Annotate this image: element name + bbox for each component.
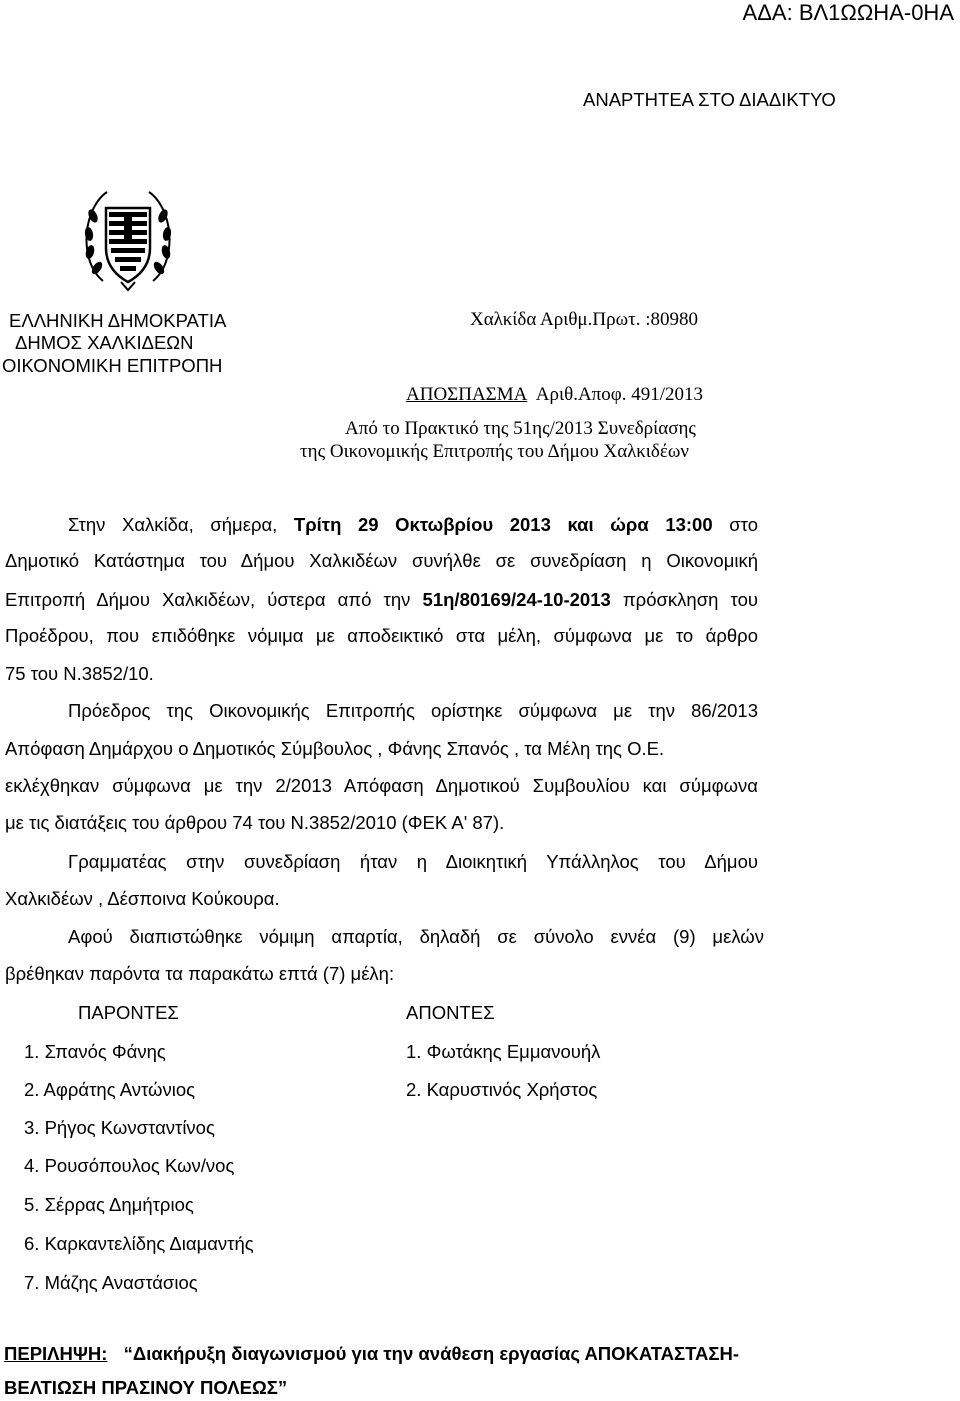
ada-code: ΑΔΑ: ΒΛ1ΩΩΗΑ-0ΗΑ	[742, 0, 954, 25]
p2-line-2: Απόφαση Δημάρχου ο Δημοτικός Σύμβουλος , Φάνης Σπανός , τα Μέλη της Ο.Ε.	[5, 738, 665, 759]
present-heading: ΠΑΡΟΝΤΕΣ	[78, 1002, 179, 1023]
p1-line-3: Επιτροπή Δήμου Χαλκιδέων, ύστερα από την 51η/80169/24-10-2013 πρόσκληση του	[5, 589, 758, 610]
p2-line-4: με τις διατάξεις του άρθρου 74 του Ν.3852/2010 (ΦΕΚ Α' 87).	[5, 812, 505, 833]
internet-notice: ΑΝΑΡΤΗΤΕΑ ΣΤΟ ΔΙΑΔΙΚΤΥΟ	[583, 89, 836, 110]
summary-label: ΠΕΡΙΛΗΨΗ:	[4, 1343, 108, 1364]
absent-heading: ΑΠΟΝΤΕΣ	[406, 1002, 495, 1023]
p1-line-2: Δημοτικό Κατάστημα του Δήμου Χαλκιδέων συνήλθε σε συνεδρίαση η Οικονομική	[5, 550, 758, 571]
p4-line-1: Αφού διαπιστώθηκε νόμιμη απαρτία, δηλαδή σε σύνολο εννέα (9) μελών	[68, 926, 764, 947]
p3-line-1: Γραμματέας στην συνεδρίαση ήταν η Διοικητική Υπάλληλος του Δήμου	[68, 851, 758, 872]
present-member: 4. Ρουσόπουλος Κων/νος	[24, 1155, 235, 1176]
p1-line-5: 75 του Ν.3852/10.	[5, 663, 154, 684]
absent-member: 1. Φωτάκης Εμμανουήλ	[406, 1041, 601, 1062]
header-republic: ΕΛΛΗΝΙΚΗ ΔΗΜΟΚΡΑΤΙΑ	[9, 310, 227, 331]
header-committee: ΟΙΚΟΝΟΜΙΚΗ ΕΠΙΤΡΟΠΗ	[2, 355, 223, 376]
header-municipality: ΔΗΜΟΣ ΧΑΛΚΙΔΕΩΝ	[15, 332, 194, 353]
absent-member: 2. Καρυστινός Χρήστος	[406, 1079, 598, 1100]
p1-line-1: Στην Χαλκίδα, σήμερα, Τρίτη 29 Οκτωβρίου 2013 και ώρα 13:00 στο	[68, 514, 758, 535]
p3-line-2: Χαλκιδέων , Δέσποινα Κούκουρα.	[5, 888, 280, 909]
present-member: 5. Σέρρας Δημήτριος	[24, 1194, 194, 1215]
excerpt-label-text: ΑΠΟΣΠΑΣΜΑ	[406, 384, 528, 405]
protocol-number: Χαλκίδα Αριθμ.Πρωτ. :80980	[470, 309, 698, 330]
present-member: 2. Αφράτης Αντώνιος	[24, 1079, 196, 1100]
summary-line-2: ΒΕΛΤΙΩΣΗ ΠΡΑΣΙΝΟΥ ΠΟΛΕΩΣ”	[4, 1377, 288, 1398]
summary-text: “Διακήρυξη διαγωνισμού για την ανάθεση εργασίας ΑΠΟΚΑΤΑΣΤΑΣΗ-	[123, 1343, 740, 1364]
minutes-title-line-1: Από το Πρακτικό της 51ης/2013 Συνεδρίασης	[345, 418, 696, 439]
excerpt-label	[406, 384, 703, 406]
summary-line-1	[4, 1342, 874, 1366]
decision-number: Αριθ.Αποφ. 491/2013	[535, 384, 704, 405]
greek-coat-of-arms-icon	[83, 186, 173, 296]
present-member: 1. Σπανός Φάνης	[24, 1041, 166, 1062]
present-member: 6. Καρκαντελίδης Διαμαντής	[24, 1233, 254, 1254]
present-member: 3. Ρήγος Κωνσταντίνος	[24, 1117, 215, 1138]
p2-line-3: εκλέχθηκαν σύμφωνα με την 2/2013 Απόφαση Δημοτικού Συμβουλίου και σύμφωνα	[5, 775, 758, 796]
p1-line-4: Προέδρου, που επιδόθηκε νόμιμα με αποδεικτικό στα μέλη, σύμφωνα με το άρθρο	[5, 625, 758, 646]
minutes-title-line-2: της Οικονομικής Επιτροπής του Δήμου Χαλκιδέων	[300, 441, 689, 462]
p4-line-2: βρέθηκαν παρόντα τα παρακάτω επτά (7) μέλη:	[5, 963, 395, 984]
p2-line-1: Πρόεδρος της Οικονομικής Επιτροπής ορίστηκε σύμφωνα με την 86/2013	[68, 700, 758, 721]
present-member: 7. Μάζης Αναστάσιος	[24, 1272, 198, 1293]
